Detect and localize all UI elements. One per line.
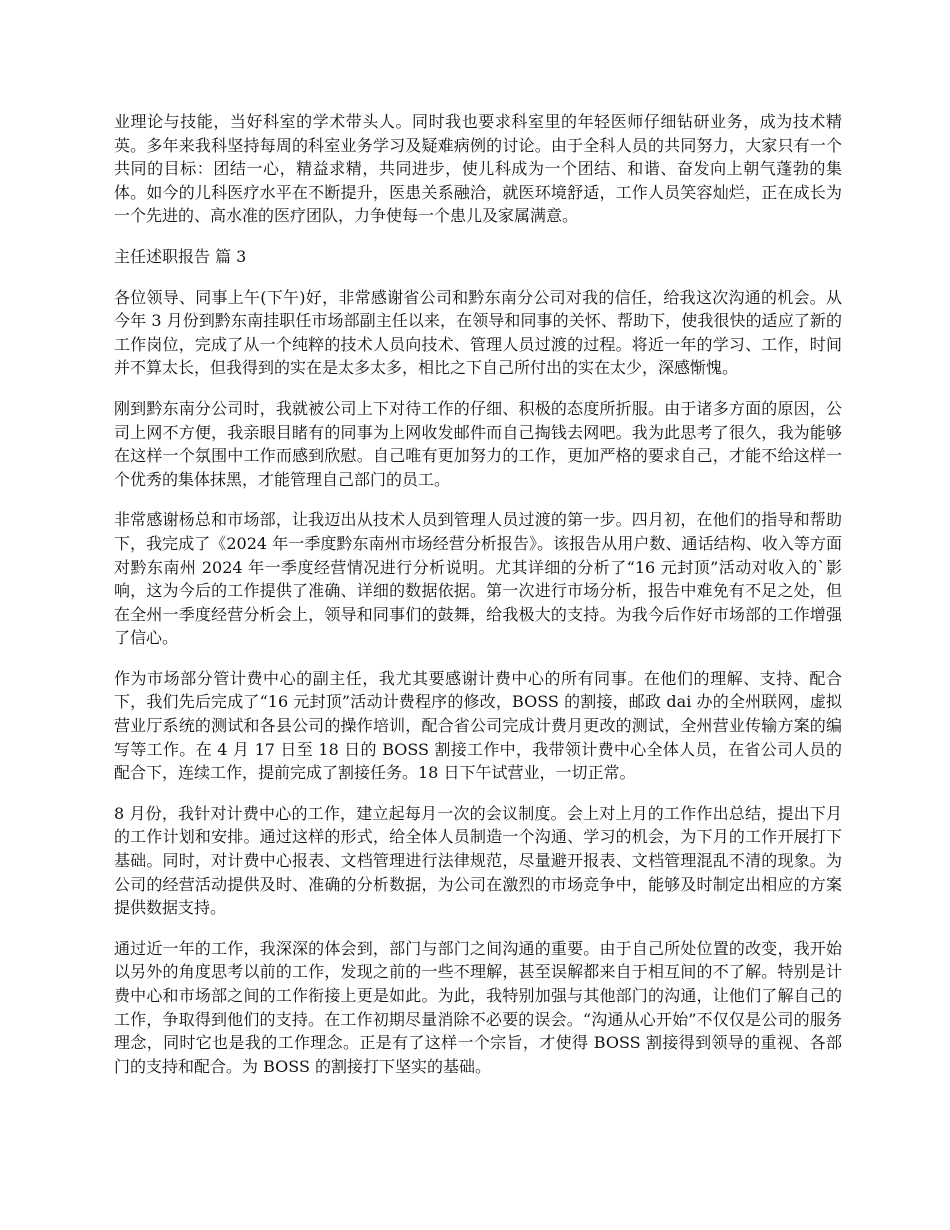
document-page	[114, 110, 842, 1095]
paragraph: 8 月份，我针对计费中心的工作，建立起每月一次的会议制度。会上对上月的工作作出总结，提出下月的工作计划和安排。通过这样的形式，给全体人员制造一个沟通、学习的机会，为下月的工作开展打下基础。同时，对计费中心报表、文档管理进行法律规范，尽量避开报表、文档管理混乱不清的现象。为公司的经营活动提供及时、准确的分析数据，为公司在激烈的市场竞争中，能够及时制定出相应的方案提供数据支持。	[114, 803, 842, 918]
paragraph: 刚到黔东南分公司时，我就被公司上下对待工作的仔细、积极的态度所折服。由于诸多方面的原因，公司上网不方便，我亲眼目睹有的同事为上网收发邮件而自己掏钱去网吧。我为此思考了很久，我为能够在这样一个氛围中工作而感到欣慰。自己唯有更加努力的工作，更加严格的要求自己，才能不给这样一个优秀的集体抹黑，才能管理自己部门的员工。	[114, 398, 842, 489]
paragraph: 作为市场部分管计费中心的副主任，我尤其要感谢计费中心的所有同事。在他们的理解、支持、配合下，我们先后完成了“16 元封顶”活动计费程序的修改，BOSS 的割接，邮政 dai 办的全州联网，虚拟营业厅系统的测试和各县公司的操作培训，配合省公司完成计费月更改的测试，全州营业传输方案的编写等工作。在 4 月 17 日至 18 日的 BOSS 割接工作中，我带领计费中心全体人员，在省公司人员的配合下，连续工作，提前完成了割接任务。18 日下午试营业，一切正常。	[114, 668, 842, 783]
section-heading: 主任述职报告 篇 3	[114, 246, 247, 266]
paragraph: 通过近一年的工作，我深深的体会到，部门与部门之间沟通的重要。由于自己所处位置的改变，我开始以另外的角度思考以前的工作，发现之前的一些不理解，甚至误解都来自于相互间的不了解。特别是计费中心和市场部之间的工作衔接上更是如此。为此，我特别加强与其他部门的沟通，让他们了解自己的工作，争取得到他们的支持。在工作初期尽量消除不必要的误会。“沟通从心开始”不仅仅是公司的服务理念，同时它也是我的工作理念。正是有了这样一个宗旨，才使得 BOSS 割接得到领导的重视、各部门的支持和配合。为 BOSS 的割接打下坚实的基础。	[114, 938, 842, 1076]
paragraph: 各位领导、同事上午(下午)好，非常感谢省公司和黔东南分公司对我的信任，给我这次沟通的机会。从今年 3 月份到黔东南挂职任市场部副主任以来，在领导和同事的关怀、帮助下，使我很快的适应了新的工作岗位，完成了从一个纯粹的技术人员向技术、管理人员过渡的过程。将近一年的学习、工作，时间并不算太长，但我得到的实在是太多太多，相比之下自己所付出的实在太少，深感惭愧。	[114, 287, 842, 378]
paragraph: 业理论与技能，当好科室的学术带头人。同时我也要求科室里的年轻医师仔细钻研业务，成为技术精英。多年来我科坚持每周的科室业务学习及疑难病例的讨论。由于全科人员的共同努力，大家只有一个共同的目标：团结一心，精益求精，共同进步，使儿科成为一个团结、和谐、奋发向上朝气蓬勃的集体。如今的儿科医疗水平在不断提升，医患关系融洽，就医环境舒适，工作人员笑容灿烂，正在成长为一个先进的、高水准的医疗团队，力争使每一个患儿及家属满意。	[114, 112, 842, 226]
paragraph: 非常感谢杨总和市场部，让我迈出从技术人员到管理人员过渡的第一步。四月初，在他们的指导和帮助下，我完成了《2024 年一季度黔东南州市场经营分析报告》。该报告从用户数、通话结构、收入等方面对黔东南州 2024 年一季度经营情况进行分析说明。尤其详细的分析了“16 元封顶”活动对收入的`影响，这为今后的工作提供了准确、详细的数据依据。第一次进行市场分析，报告中难免有不足之处，但在全州一季度经营分析会上，领导和同事们的鼓舞，给我极大的支持。为我今后作好市场部的工作增强了信心。	[114, 510, 842, 648]
